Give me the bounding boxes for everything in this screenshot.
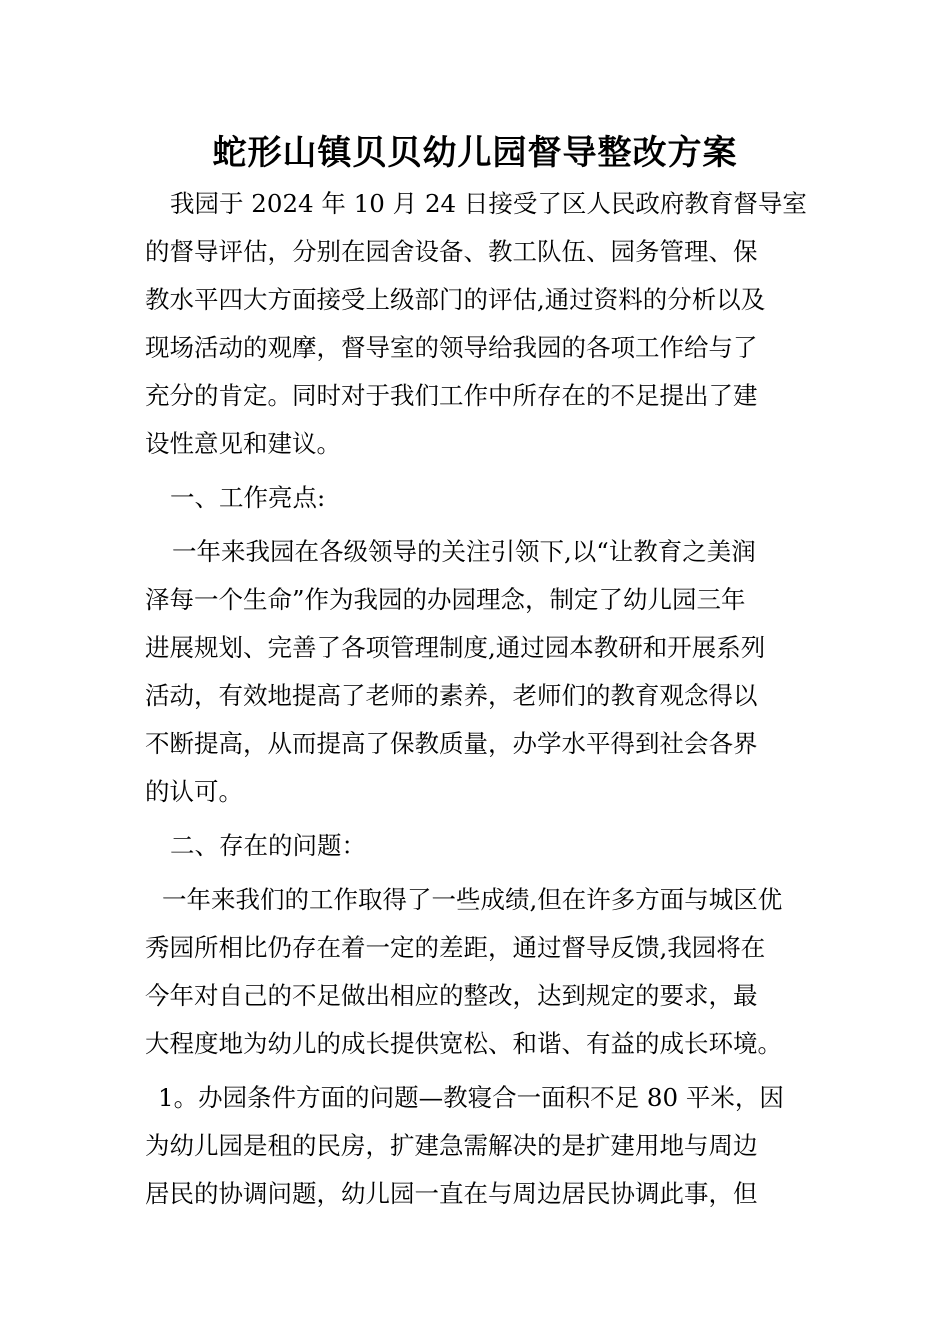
paragraph-line: 一年来我们的工作取得了一些成绩,但在许多方面与城区优 — [162, 885, 783, 914]
paragraph-line: 泽每一个生命”作为我园的办园理念，制定了幼儿园三年 — [145, 585, 746, 614]
paragraph-line: 1。办园条件方面的问题—教寝合一面积不足 80 平米，因 — [158, 1083, 784, 1112]
paragraph-line: 教水平四大方面接受上级部门的评估,通过资料的分析以及 — [145, 285, 766, 314]
paragraph-line: 活动，有效地提高了老师的素养，老师们的教育观念得以 — [145, 681, 758, 710]
paragraph-line: 的督导评估，分别在园舍设备、教工队伍、园务管理、保 — [145, 237, 758, 266]
paragraph-line: 一年来我园在各级领导的关注引领下,以“让教育之美润 — [172, 537, 756, 566]
paragraph-line: 现场活动的观摩，督导室的领导给我园的各项工作给与了 — [145, 333, 758, 362]
paragraph-line: 不断提高，从而提高了保教质量，办学水平得到社会各界 — [145, 729, 758, 758]
paragraph-line: 的认可。 — [145, 777, 243, 806]
paragraph-line: 为幼儿园是租的民房，扩建急需解决的是扩建用地与周边 — [145, 1131, 758, 1160]
section-heading: 二、存在的问题： — [170, 831, 366, 860]
paragraph-line: 秀园所相比仍存在着一定的差距，通过督导反馈,我园将在 — [145, 933, 766, 962]
document-title: 蛇形山镇贝贝幼儿园督导整改方案 — [212, 133, 738, 173]
paragraph-line: 居民的协调问题，幼儿园一直在与周边居民协调此事，但 — [145, 1179, 758, 1208]
paragraph-line: 今年对自己的不足做出相应的整改，达到规定的要求，最 — [145, 981, 758, 1010]
paragraph-line: 进展规划、完善了各项管理制度,通过园本教研和开展系列 — [145, 633, 766, 662]
paragraph-line: 充分的肯定。同时对于我们工作中所存在的不足提出了建 — [145, 381, 758, 410]
paragraph-line: 大程度地为幼儿的成长提供宽松、和谐、有益的成长环境。 — [145, 1029, 782, 1058]
paragraph-line: 设性意见和建议。 — [145, 429, 341, 458]
paragraph-line: 我园于 2024 年 10 月 24 日接受了区人民政府教育督导室 — [170, 189, 807, 218]
section-heading: 一、工作亮点: — [170, 483, 326, 512]
